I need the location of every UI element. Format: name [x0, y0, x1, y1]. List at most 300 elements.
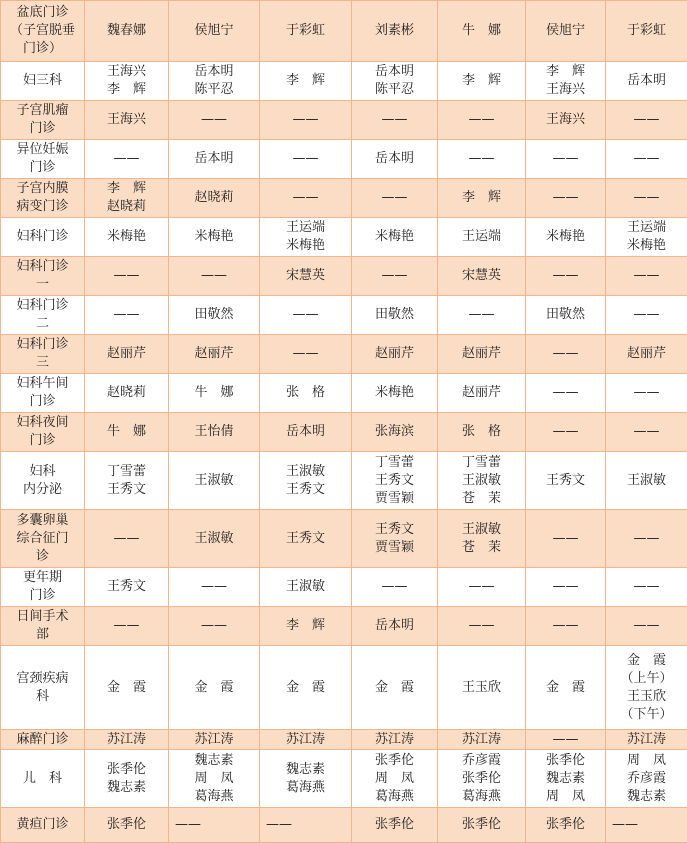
table-cell	[526, 257, 606, 296]
table-cell	[606, 335, 687, 374]
clinic-name-cell-line: 综合征门	[1, 530, 84, 548]
table-cell-line: 田敬然	[169, 306, 259, 324]
table-cell-line: 乔彦霞	[438, 752, 525, 770]
table-cell	[352, 374, 438, 413]
table-cell-line: 葛海燕	[352, 788, 437, 806]
table-cell	[260, 646, 352, 730]
table-cell	[260, 218, 352, 257]
table-cell-line: 赵丽芹	[438, 345, 525, 363]
table-cell-line: 金 霞	[169, 679, 259, 697]
table-cell-line: ——	[526, 731, 605, 749]
table-cell	[526, 62, 606, 101]
table-cell-line: 岳本明	[606, 72, 687, 90]
table-cell-line: ——	[85, 617, 168, 635]
header-doctor-cell-line: 侯旭宁	[526, 22, 605, 40]
clinic-name-cell-line: 异位妊娠	[1, 141, 84, 159]
header-doctor-cell-line: 侯旭宁	[169, 22, 259, 40]
table-cell-line: 李 辉	[438, 72, 525, 90]
table-cell	[606, 218, 687, 257]
table-cell	[526, 335, 606, 374]
table-cell-line: 张季伦	[352, 752, 437, 770]
table-cell	[526, 413, 606, 452]
table-row	[1, 607, 687, 646]
clinic-name-cell	[1, 750, 85, 808]
table-cell-line: 米梅艳	[85, 228, 168, 246]
table-cell-line: 金 霞	[352, 679, 437, 697]
table-cell-line: 苏江涛	[352, 731, 437, 749]
table-cell	[526, 607, 606, 646]
table-cell-line: 王海兴	[85, 63, 168, 81]
table-cell-line: ——	[85, 530, 168, 548]
table-cell-line: 金 霞	[85, 679, 168, 697]
clinic-name-cell-line: 子宫内膜	[1, 180, 84, 198]
table-cell	[260, 730, 352, 750]
table-cell-line: ——	[438, 617, 525, 635]
table-cell-line: 苏江涛	[85, 731, 168, 749]
clinic-name-cell	[1, 296, 85, 335]
table-cell	[169, 646, 260, 730]
table-cell-line: 赵丽芹	[438, 384, 525, 402]
clinic-name-cell	[1, 413, 85, 452]
table-cell-line: 王秀文	[352, 521, 437, 539]
table-cell	[169, 374, 260, 413]
table-row	[1, 374, 687, 413]
table-cell-line: 赵丽芹	[606, 345, 687, 363]
table-cell-line: 周 凤	[606, 752, 687, 770]
table-row	[1, 296, 687, 335]
table-cell	[526, 218, 606, 257]
table-cell-line: 丁雪蕾	[352, 454, 437, 472]
table-cell-line: （上午）	[606, 670, 687, 688]
table-cell-line: ——	[352, 267, 437, 285]
clinic-name-cell-line: 妇科午间	[1, 375, 84, 393]
table-cell-line: 苏江涛	[169, 731, 259, 749]
clinic-name-cell-line: 病变门诊	[1, 198, 84, 216]
table-cell	[169, 101, 260, 140]
table-cell	[526, 646, 606, 730]
header-doctor-cell-line: 于彩虹	[260, 22, 351, 40]
clinic-name-cell-line: 门诊	[1, 393, 84, 411]
table-cell-line: 周 凤	[526, 788, 605, 806]
clinic-name-cell-line: 诊	[1, 548, 84, 566]
table-row	[1, 257, 687, 296]
table-cell-line: ——	[438, 306, 525, 324]
clinic-name-cell	[1, 257, 85, 296]
clinic-name-cell	[1, 101, 85, 140]
table-cell	[438, 510, 526, 568]
table-cell-line: 赵丽芹	[85, 345, 168, 363]
table-cell-line: 米梅艳	[352, 228, 437, 246]
table-cell-line: ——	[169, 111, 259, 129]
clinic-name-cell-line: 儿 科	[1, 770, 84, 788]
header-clinic-cell-line: 门诊）	[1, 40, 84, 58]
table-cell-line: 田敬然	[526, 306, 605, 324]
table-cell	[85, 413, 169, 452]
table-cell	[85, 607, 169, 646]
table-row	[1, 568, 687, 607]
table-cell-line: 李 辉	[260, 617, 351, 635]
table-cell	[85, 218, 169, 257]
table-cell	[260, 607, 352, 646]
clinic-name-cell	[1, 646, 85, 730]
table-cell-line: 王运端	[606, 219, 687, 237]
table-cell-line: 魏志素	[169, 752, 259, 770]
table-cell-line: 王淑敏	[169, 530, 259, 548]
table-row	[1, 179, 687, 218]
table-cell-line: 魏志素	[260, 761, 351, 779]
clinic-name-cell-line: 麻醉门诊	[1, 731, 84, 749]
clinic-name-cell	[1, 510, 85, 568]
table-row	[1, 413, 687, 452]
table-cell	[438, 374, 526, 413]
table-cell-line: 赵丽芹	[352, 345, 437, 363]
table-cell	[352, 179, 438, 218]
table-cell	[438, 413, 526, 452]
table-cell-line: 王淑敏	[438, 521, 525, 539]
table-cell-line: 王淑敏	[169, 472, 259, 490]
table-cell	[352, 413, 438, 452]
table-cell	[606, 257, 687, 296]
table-row	[1, 510, 687, 568]
table-cell-line: 张季伦	[438, 770, 525, 788]
table-cell	[169, 568, 260, 607]
table-cell	[438, 257, 526, 296]
table-cell-line: ——	[85, 267, 168, 285]
table-cell	[85, 568, 169, 607]
table-cell	[526, 452, 606, 510]
table-cell-line: ——	[266, 816, 351, 834]
table-cell	[352, 607, 438, 646]
clinic-name-cell-line: 妇科	[1, 463, 84, 481]
table-cell	[260, 62, 352, 101]
clinic-name-cell-line: 更年期	[1, 569, 84, 587]
table-cell	[85, 510, 169, 568]
clinic-name-cell-line: 二	[1, 315, 84, 333]
table-cell-line: ——	[175, 816, 259, 834]
table-cell	[260, 257, 352, 296]
table-cell-line: 苏江涛	[438, 731, 525, 749]
clinic-name-cell-line: 内分泌	[1, 481, 84, 499]
table-cell-line: 岳本明	[260, 423, 351, 441]
table-cell	[169, 257, 260, 296]
clinic-name-cell-line: 部	[1, 626, 84, 644]
table-cell	[526, 374, 606, 413]
table-cell-line: 金 霞	[606, 652, 687, 670]
clinic-name-cell-line: 妇科夜间	[1, 414, 84, 432]
clinic-name-cell	[1, 568, 85, 607]
table-cell	[526, 568, 606, 607]
table-cell-line: 周 凤	[352, 770, 437, 788]
table-cell-line: 王玉欣	[606, 688, 687, 706]
table-cell	[606, 452, 687, 510]
table-cell-line: ——	[526, 530, 605, 548]
table-cell	[526, 296, 606, 335]
table-cell	[526, 101, 606, 140]
table-cell-line: 宋慧英	[438, 267, 525, 285]
header-doctor-cell-line: 于彩虹	[606, 22, 687, 40]
table-cell	[438, 140, 526, 179]
table-cell-line: ——	[606, 384, 687, 402]
table-cell	[260, 568, 352, 607]
table-cell-line: 金 霞	[526, 679, 605, 697]
table-cell-line: （下午）	[606, 706, 687, 724]
table-cell-line: ——	[438, 111, 525, 129]
table-cell	[438, 750, 526, 808]
table-cell	[606, 296, 687, 335]
table-cell-line: ——	[606, 111, 687, 129]
table-cell-line: ——	[526, 189, 605, 207]
table-cell-line: 王淑敏	[260, 578, 351, 596]
table-cell	[260, 179, 352, 218]
table-cell	[169, 140, 260, 179]
table-cell-line: 王秀文	[526, 472, 605, 490]
table-cell	[352, 257, 438, 296]
table-cell-line: 赵晓莉	[85, 384, 168, 402]
header-doctor-cell	[85, 1, 169, 62]
table-cell	[260, 296, 352, 335]
table-cell-line: 牛 娜	[169, 384, 259, 402]
table-cell-line: ——	[606, 306, 687, 324]
table-cell-line: 岳本明	[169, 150, 259, 168]
table-cell	[85, 62, 169, 101]
table-cell	[85, 750, 169, 808]
table-cell	[169, 179, 260, 218]
clinic-name-cell-line: 一	[1, 276, 84, 294]
table-cell-line: 米梅艳	[352, 384, 437, 402]
header-clinic-cell	[1, 1, 85, 62]
header-doctor-cell	[438, 1, 526, 62]
clinic-name-cell-line: 黄疸门诊	[1, 816, 84, 834]
table-cell-line: 王淑敏	[606, 472, 687, 490]
table-cell	[438, 101, 526, 140]
table-cell-line: ——	[606, 267, 687, 285]
table-cell	[169, 335, 260, 374]
table-cell-line: ——	[606, 189, 687, 207]
table-cell	[438, 646, 526, 730]
table-cell-line: 丁雪蕾	[438, 454, 525, 472]
table-cell-line: 李 辉	[526, 63, 605, 81]
table-cell	[606, 179, 687, 218]
table-cell	[260, 452, 352, 510]
table-cell-line: 赵晓莉	[169, 189, 259, 207]
table-cell-line: ——	[260, 189, 351, 207]
table-cell-line: 苏江涛	[606, 731, 687, 749]
table-cell-line: ——	[438, 150, 525, 168]
table-cell	[352, 62, 438, 101]
table-cell	[438, 179, 526, 218]
table-cell	[438, 296, 526, 335]
table-cell-line: ——	[606, 423, 687, 441]
table-cell-line: 田敬然	[352, 306, 437, 324]
table-cell-line: 苍 茉	[438, 539, 525, 557]
table-cell	[526, 808, 606, 843]
table-cell	[606, 808, 687, 843]
table-row	[1, 646, 687, 730]
clinic-name-cell	[1, 374, 85, 413]
table-row	[1, 62, 687, 101]
table-cell	[352, 730, 438, 750]
table-cell-line: 赵丽芹	[169, 345, 259, 363]
table-cell-line: ——	[352, 578, 437, 596]
table-cell-line: ——	[169, 267, 259, 285]
table-row	[1, 101, 687, 140]
table-cell-line: 米梅艳	[260, 237, 351, 255]
header-clinic-cell-line: 盆底门诊	[1, 4, 84, 22]
table-cell	[526, 730, 606, 750]
header-doctor-cell	[352, 1, 438, 62]
table-cell	[352, 808, 438, 843]
table-cell-line: 苍 茉	[438, 490, 525, 508]
table-cell	[606, 101, 687, 140]
table-cell-line: ——	[612, 816, 687, 834]
clinic-name-cell	[1, 607, 85, 646]
clinic-name-cell	[1, 140, 85, 179]
table-cell-line: ——	[606, 530, 687, 548]
table-cell-line: 牛 娜	[85, 423, 168, 441]
table-cell-line: 王海兴	[526, 81, 605, 99]
table-cell	[438, 607, 526, 646]
table-cell-line: 葛海燕	[260, 779, 351, 797]
table-cell-line: 陈平忍	[352, 81, 437, 99]
table-cell-line: 张季伦	[352, 816, 437, 834]
table-cell	[438, 218, 526, 257]
table-cell-line: 王秀文	[260, 481, 351, 499]
clinic-name-cell-line: 妇科门诊	[1, 228, 84, 246]
clinic-name-cell-line: 门诊	[1, 120, 84, 138]
table-cell	[260, 140, 352, 179]
table-cell-line: 王秀文	[85, 578, 168, 596]
table-cell-line: 米梅艳	[606, 237, 687, 255]
table-cell	[352, 296, 438, 335]
table-cell-line: ——	[526, 384, 605, 402]
clinic-name-cell-line: 科	[1, 688, 84, 706]
table-cell-line: 米梅艳	[526, 228, 605, 246]
table-cell	[606, 413, 687, 452]
table-cell-line: 王海兴	[526, 111, 605, 129]
table-cell	[85, 646, 169, 730]
clinic-name-cell-line: 妇三科	[1, 72, 84, 90]
table-cell-line: 宋慧英	[260, 267, 351, 285]
table-cell-line: 李 辉	[260, 72, 351, 90]
table-cell-line: ——	[260, 345, 351, 363]
table-cell	[606, 140, 687, 179]
table-cell	[260, 335, 352, 374]
table-cell-line: 贾雪颖	[352, 490, 437, 508]
clinic-name-cell	[1, 335, 85, 374]
table-cell	[606, 646, 687, 730]
table-cell-line: 贾雪颖	[352, 539, 437, 557]
header-clinic-cell-line: （子宫脱垂	[1, 22, 84, 40]
header-doctor-cell-line: 刘素彬	[352, 22, 437, 40]
table-cell-line: 李 辉	[438, 189, 525, 207]
table-cell-line: 金 霞	[260, 679, 351, 697]
table-cell-line: ——	[526, 423, 605, 441]
clinic-name-cell-line: 妇科门诊	[1, 258, 84, 276]
clinic-name-cell	[1, 62, 85, 101]
table-cell	[85, 730, 169, 750]
table-cell-line: ——	[526, 578, 605, 596]
table-cell	[606, 510, 687, 568]
table-row	[1, 452, 687, 510]
table-cell-line: ——	[260, 150, 351, 168]
header-doctor-cell	[260, 1, 352, 62]
table-cell-line: 张 格	[438, 423, 525, 441]
table-cell-line: ——	[606, 150, 687, 168]
table-cell-line: ——	[352, 111, 437, 129]
header-doctor-cell-line: 魏春娜	[85, 22, 168, 40]
table-cell-line: 米梅艳	[169, 228, 259, 246]
table-cell	[352, 335, 438, 374]
table-cell-line: 葛海燕	[438, 788, 525, 806]
table-cell	[438, 335, 526, 374]
table-cell-line: 张 格	[260, 384, 351, 402]
table-cell-line: 周 凤	[169, 770, 259, 788]
table-cell-line: 王怡倩	[169, 423, 259, 441]
table-cell	[438, 452, 526, 510]
clinic-name-cell	[1, 179, 85, 218]
table-cell-line: 王淑敏	[438, 472, 525, 490]
table-cell-line: 岳本明	[169, 63, 259, 81]
table-cell-line: 王秀文	[260, 530, 351, 548]
clinic-name-cell	[1, 452, 85, 510]
table-cell-line: 岳本明	[352, 617, 437, 635]
clinic-name-cell-line: 多囊卵巢	[1, 512, 84, 530]
table-cell	[85, 101, 169, 140]
table-row	[1, 808, 687, 843]
table-cell-line: ——	[169, 578, 259, 596]
table-cell-line: ——	[169, 617, 259, 635]
table-cell-line: 岳本明	[352, 63, 437, 81]
table-cell-line: ——	[606, 617, 687, 635]
clinic-name-cell-line: 门诊	[1, 432, 84, 450]
table-cell	[606, 62, 687, 101]
table-cell-line: ——	[526, 267, 605, 285]
table-cell-line: ——	[352, 189, 437, 207]
table-cell-line: 王运端	[438, 228, 525, 246]
table-cell-line: ——	[85, 150, 168, 168]
table-cell-line: 李 辉	[85, 81, 168, 99]
table-cell	[606, 730, 687, 750]
table-cell	[352, 646, 438, 730]
table-cell	[169, 510, 260, 568]
clinic-name-cell-line: 宫颈疾病	[1, 670, 84, 688]
table-cell-line: 岳本明	[352, 150, 437, 168]
table-cell	[85, 140, 169, 179]
table-cell-line: 苏江涛	[260, 731, 351, 749]
table-cell	[260, 510, 352, 568]
clinic-name-cell-line: 妇科门诊	[1, 336, 84, 354]
table-cell	[169, 62, 260, 101]
table-cell	[438, 62, 526, 101]
table-cell-line: 张季伦	[526, 752, 605, 770]
table-cell	[352, 101, 438, 140]
table-cell	[352, 568, 438, 607]
clinic-name-cell-line: 门诊	[1, 159, 84, 177]
table-cell-line: 王运端	[260, 219, 351, 237]
table-cell	[606, 750, 687, 808]
table-cell	[85, 335, 169, 374]
table-cell	[169, 607, 260, 646]
table-cell	[526, 179, 606, 218]
table-cell	[169, 296, 260, 335]
clinic-name-cell	[1, 218, 85, 257]
table-cell	[606, 374, 687, 413]
header-doctor-cell	[526, 1, 606, 62]
header-doctor-cell	[169, 1, 260, 62]
table-cell-line: 王秀文	[85, 481, 168, 499]
table-cell	[438, 730, 526, 750]
table-cell-line: 张海滨	[352, 423, 437, 441]
